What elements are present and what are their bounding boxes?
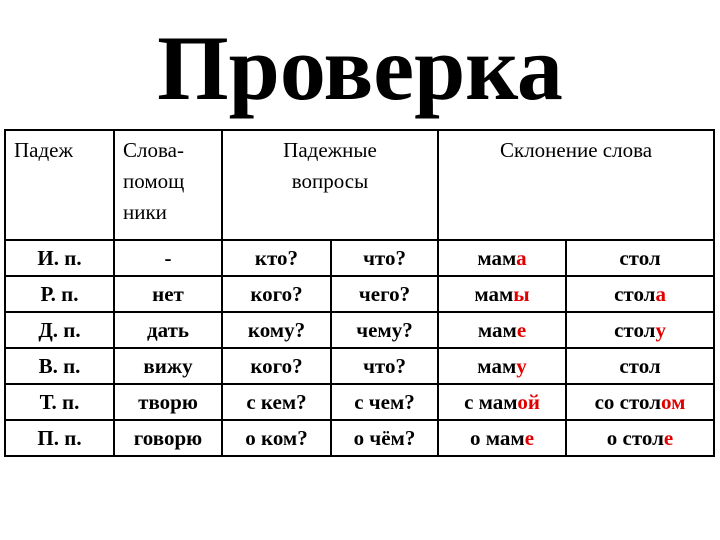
table-row — [5, 420, 714, 456]
word-stem: стол — [614, 281, 656, 306]
question-who-cell: кого? — [222, 348, 331, 384]
word-stem: со стол — [594, 389, 662, 414]
helper-word-cell: нет — [114, 276, 222, 312]
word-stem: мам — [477, 317, 517, 342]
table-header-row — [5, 130, 714, 240]
word-stem: о стол — [606, 425, 664, 450]
mama-form-cell — [438, 312, 566, 348]
case-cell: И. п. — [5, 240, 114, 276]
question-what-cell: с чем? — [331, 384, 438, 420]
helper-word-cell: творю — [114, 384, 222, 420]
case-cell: Т. п. — [5, 384, 114, 420]
stol-form-cell — [566, 276, 714, 312]
word-ending: е — [516, 317, 527, 342]
mama-form-cell — [438, 276, 566, 312]
question-what-cell: о чём? — [331, 420, 438, 456]
case-cell: Д. п. — [5, 312, 114, 348]
question-what-cell: что? — [331, 240, 438, 276]
case-cell: П. п. — [5, 420, 114, 456]
declension-table — [4, 129, 715, 457]
question-what-cell: чему? — [331, 312, 438, 348]
word-ending: е — [663, 425, 674, 450]
word-ending: у — [655, 317, 666, 342]
table-row — [5, 348, 714, 384]
page-title: Проверка — [157, 17, 563, 119]
question-who-cell: с кем? — [222, 384, 331, 420]
question-what-cell: что? — [331, 348, 438, 384]
word-ending: а — [516, 245, 527, 270]
header-declension: Склонение слова — [438, 130, 714, 240]
table-row — [5, 384, 714, 420]
header-helper-words — [114, 130, 222, 240]
word-ending: ой — [517, 389, 540, 414]
header-case: Падеж — [5, 130, 114, 240]
helper-word-cell: вижу — [114, 348, 222, 384]
header-helper-line-3: ники — [123, 200, 167, 224]
table-row — [5, 276, 714, 312]
case-cell: Р. п. — [5, 276, 114, 312]
mama-form-cell — [438, 348, 566, 384]
word-stem: с мам — [464, 389, 518, 414]
header-questions-line-1: Падежные — [283, 138, 377, 162]
mama-form-cell — [438, 240, 566, 276]
table-row — [5, 240, 714, 276]
stol-form-cell — [566, 312, 714, 348]
question-what-cell: чего? — [331, 276, 438, 312]
question-who-cell: о ком? — [222, 420, 331, 456]
helper-word-cell: говорю — [114, 420, 222, 456]
stol-form-cell — [566, 420, 714, 456]
word-stem: мам — [477, 353, 517, 378]
word-ending: е — [524, 425, 535, 450]
helper-word-cell: - — [114, 240, 222, 276]
table-row — [5, 312, 714, 348]
stol-form-cell — [566, 348, 714, 384]
word-stem: стол — [619, 353, 661, 378]
word-ending: а — [655, 281, 666, 306]
mama-form-cell — [438, 420, 566, 456]
helper-word-cell: дать — [114, 312, 222, 348]
question-who-cell: кто? — [222, 240, 331, 276]
word-stem: стол — [619, 245, 661, 270]
question-who-cell: кого? — [222, 276, 331, 312]
question-who-cell: кому? — [222, 312, 331, 348]
mama-form-cell — [438, 384, 566, 420]
word-stem: о мам — [469, 425, 525, 450]
header-questions — [222, 130, 438, 240]
stol-form-cell — [566, 384, 714, 420]
header-helper-line-1: Слова- — [123, 138, 184, 162]
word-stem: стол — [614, 317, 656, 342]
word-stem: мам — [477, 245, 517, 270]
word-ending: ы — [513, 281, 530, 306]
word-ending: ом — [661, 389, 686, 414]
word-stem: мам — [474, 281, 514, 306]
header-helper-line-2: помощ — [123, 169, 185, 193]
word-ending: у — [516, 353, 527, 378]
header-questions-line-2: вопросы — [291, 169, 369, 193]
case-cell: В. п. — [5, 348, 114, 384]
stol-form-cell — [566, 240, 714, 276]
